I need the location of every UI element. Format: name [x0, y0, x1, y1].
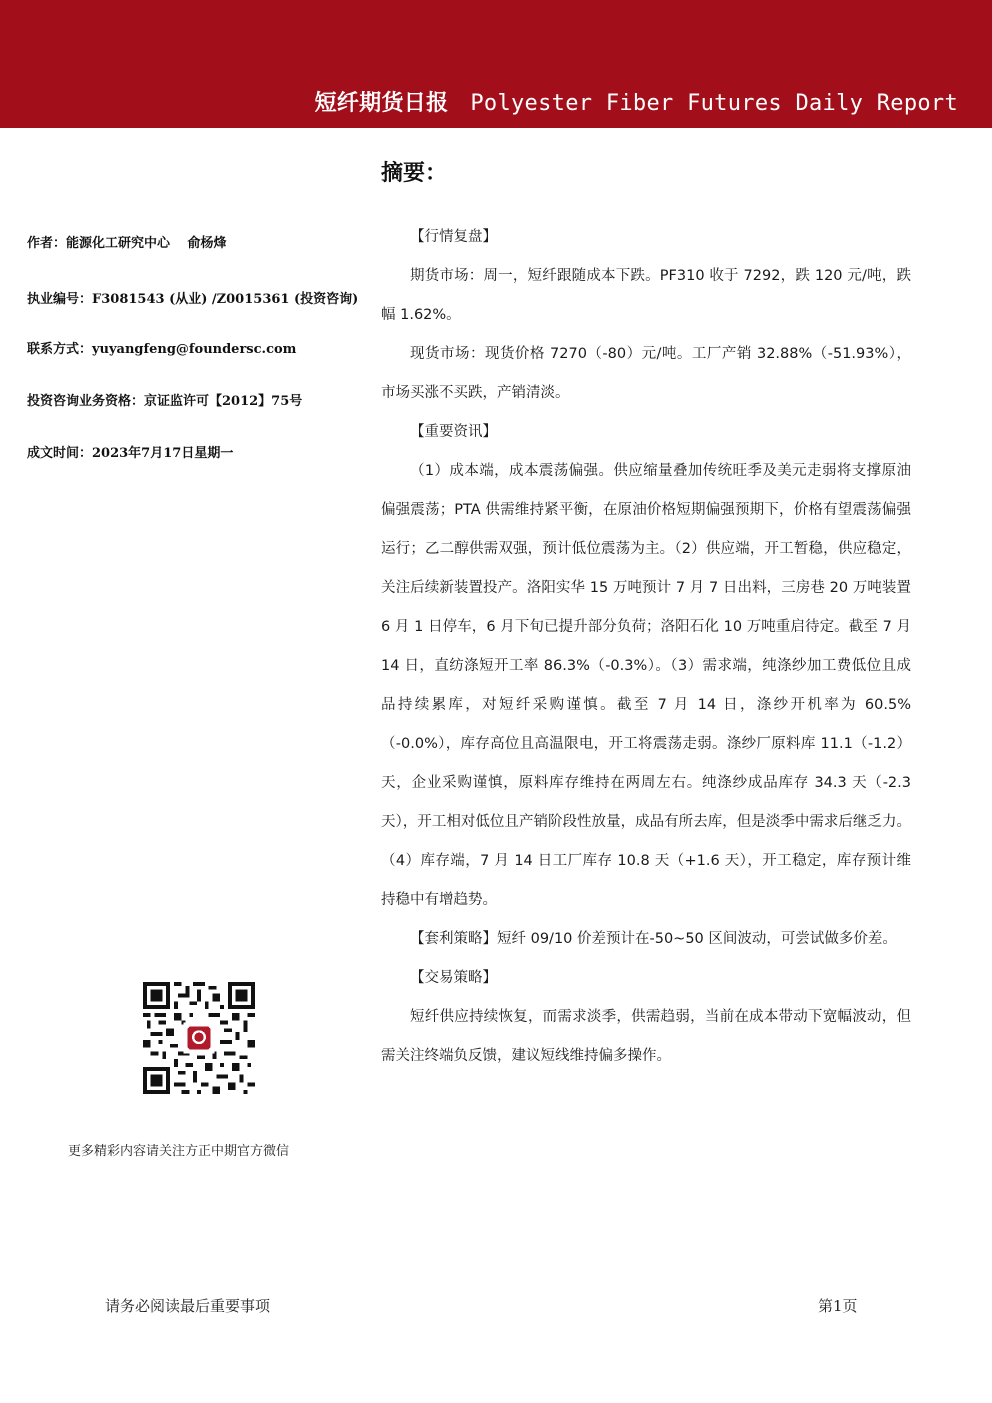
section-heading-market-review: 【行情复盘】 — [410, 229, 497, 245]
futures-market-paragraph: 期货市场：周一，短纤跟随成本下跌。PF310 收于 7292，跌 120 元/吨，跌幅 1.62%。 — [381, 268, 911, 323]
spot-market-paragraph: 现货市场：现货价格 7270（-80）元/吨。工厂产销 32.88%（-51.93%），市场买涨不买跌，产销清淡。 — [381, 346, 911, 401]
page-number: 第1页 — [818, 1297, 858, 1315]
section-heading-trading-strategy: 【交易策略】 — [410, 970, 497, 986]
contact-line[interactable]: 联系方式：yuyangfeng@foundersc.com — [27, 342, 297, 357]
summary-title: 摘要： — [381, 161, 448, 186]
qualification-line: 投资咨询业务资格：京证监许可【2012】75号 — [27, 394, 303, 409]
footer-disclaimer-note: 请务必阅读最后重要事项 — [105, 1297, 271, 1315]
report-title-en: Polyester Fiber Futures Daily Report — [470, 91, 958, 116]
report-title-zh: 短纤期货日报 — [314, 91, 449, 116]
author-line: 作者：能源化工研究中心 俞杨烽 — [27, 236, 227, 251]
qr-caption: 更多精彩内容请关注方正中期官方微信 — [68, 1144, 290, 1159]
arbitrage-strategy-paragraph: 【套利策略】短纤 09/10 价差预计在-50~50 区间波动，可尝试做多价差。 — [410, 931, 897, 947]
qr-code-icon — [143, 982, 255, 1094]
section-heading-key-news: 【重要资讯】 — [410, 424, 497, 440]
trading-strategy-paragraph: 短纤供应持续恢复，而需求淡季，供需趋弱，当前在成本带动下宽幅波动，但需关注终端负反馈，建议短线维持偏多操作。 — [381, 1009, 911, 1064]
license-number-line: 执业编号：F3081543 (从业) /Z0015361 (投资咨询) — [27, 292, 359, 307]
key-news-paragraph: （1）成本端，成本震荡偏强。供应缩量叠加传统旺季及美元走弱将支撑原油偏强震荡；PTA 供需维持紧平衡，在原油价格短期偏强预期下，价格有望震荡偏强运行；乙二醇供需双强，预计低位震荡为主。（2）供应端，开工暂稳，供应稳定，关注后续新装置投产。洛阳实华 15 万吨预计 7 月 7 日出料，三房巷 20 万吨装置 6 月 1 日停车，6 月下旬已提升部分负荷；洛阳石化 10 万吨重启待定。截至 7 月 14 日，直纺涤短开工率 86.3%（-0.3%）。（3）需求端，纯涤纱加工费低位且成品持续累库，对短纤采购谨慎。截至 7 月 14 日，涤纱开机率为 60.5%（-0.0%），库存高位且高温限电，开工将震荡走弱。涤纱厂原料库 11.1（-1.2）天，企业采购谨慎，原料库存维持在两周左右。纯涤纱成品库存 34.3 天（-2.3 天），开工相对低位且产销阶段性放量，成品有所去库，但是淡季中需求后继乏力。（4）库存端，7 月 14 日工厂库存 10.8 天（+1.6 天），开工稳定，库存预计维持稳中有增趋势。 — [381, 463, 911, 908]
date-line: 成文时间：2023年7月17日星期一 — [27, 446, 234, 461]
report-title — [315, 86, 958, 117]
report-body — [381, 218, 911, 1076]
